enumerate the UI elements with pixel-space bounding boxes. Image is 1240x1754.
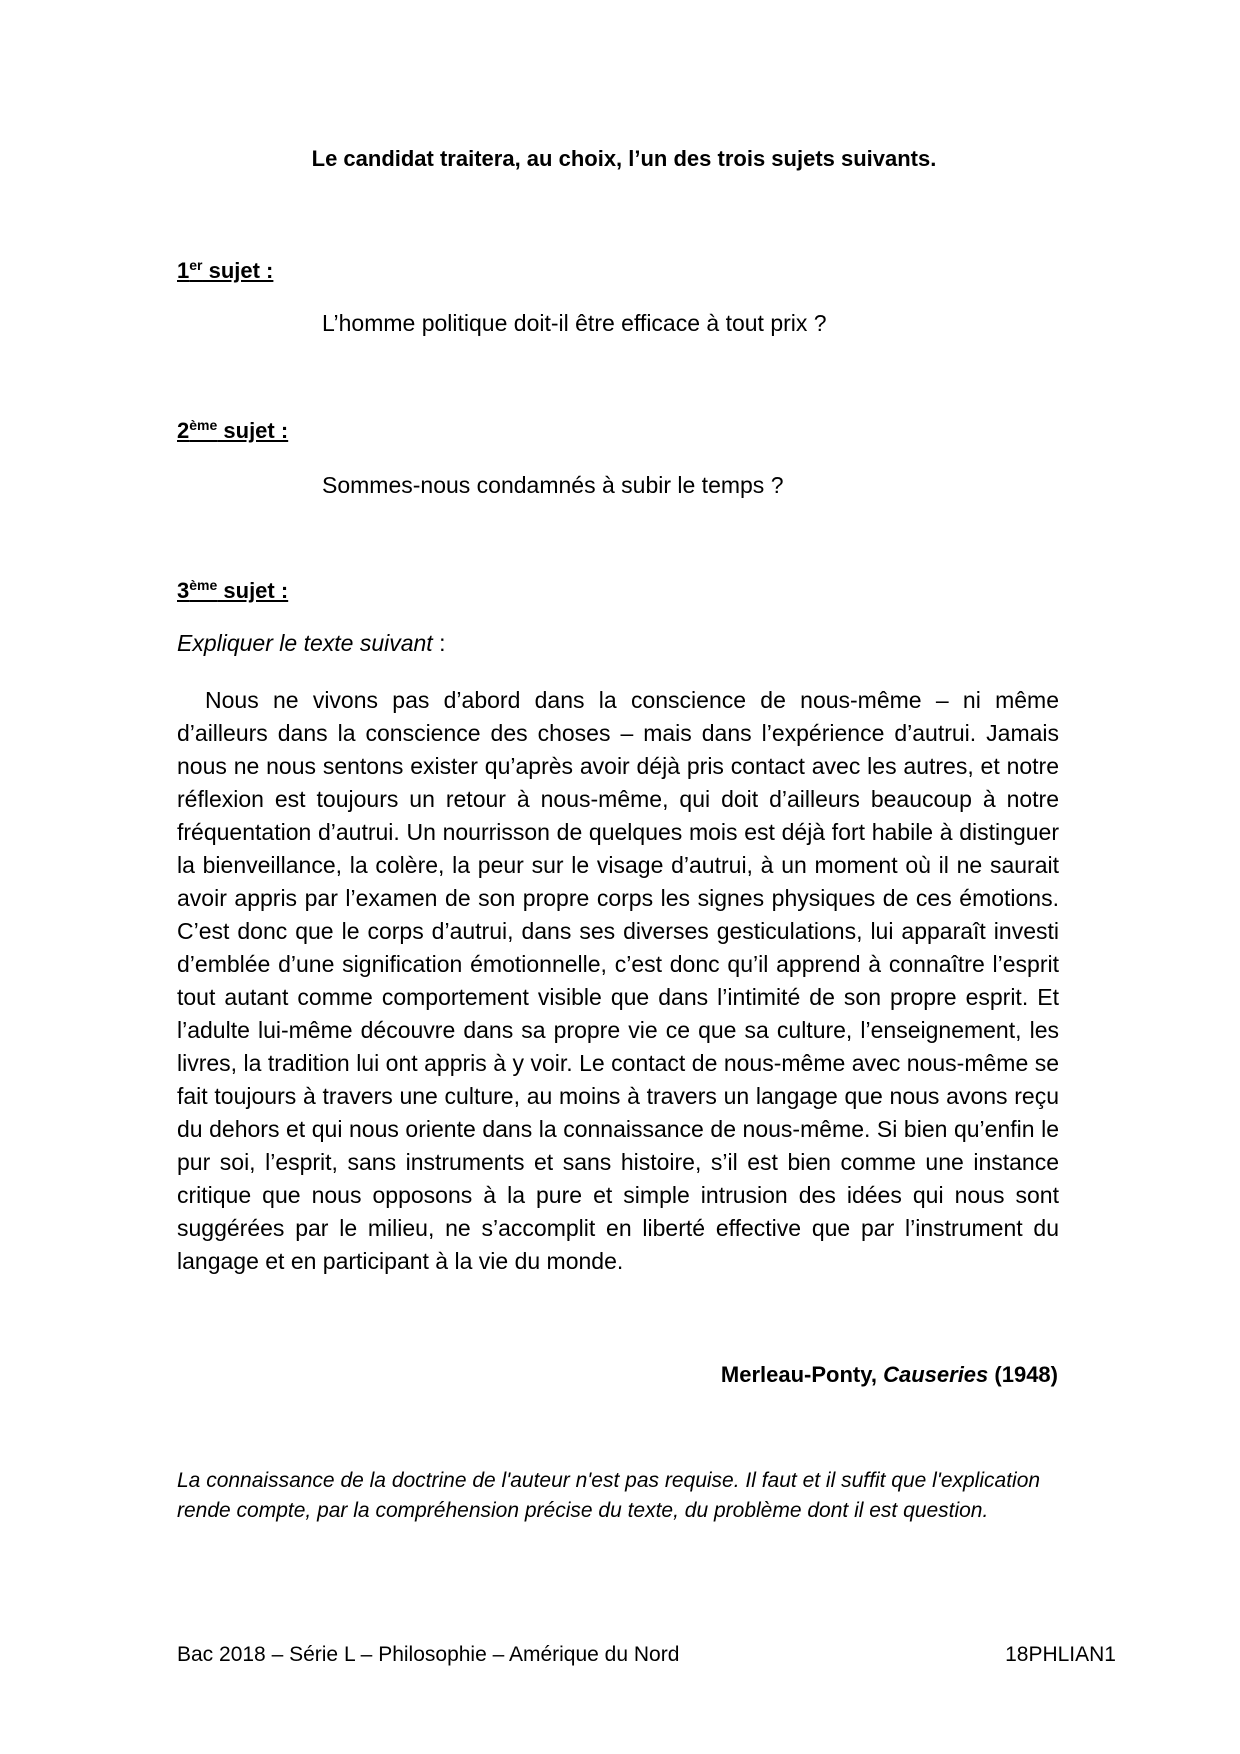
- subject-1-heading: [177, 258, 273, 284]
- subject-1-label: sujet :: [202, 258, 274, 283]
- subject-1-question: L’homme politique doit-il être efficace à tout prix ?: [322, 310, 827, 336]
- subject-3-number: 3: [177, 578, 190, 603]
- footer-exam-info: Bac 2018 – Série L – Philosophie – Amérique du Nord: [177, 1643, 680, 1666]
- subject-2-question: Sommes-nous condamnés à subir le temps ?: [322, 472, 784, 498]
- citation-work: Causeries: [883, 1362, 989, 1387]
- instruction-suffix: :: [432, 630, 446, 656]
- subject-2-heading: [177, 418, 288, 444]
- text-instruction: [177, 630, 445, 657]
- citation-author: Merleau-Ponty,: [720, 1362, 884, 1387]
- subject-2-ordinal: ème: [189, 417, 218, 433]
- subject-1-number: 1: [177, 258, 190, 283]
- subject-3-ordinal: ème: [189, 577, 218, 593]
- citation: [721, 1362, 1058, 1388]
- philosophy-text: Nous ne vivons pas d’abord dans la conscience de nous-même – ni même d’ailleurs dans la conscience des choses – mais dans l’expérience d’autrui. Jamais nous ne nous sentons exister qu’après avoir déjà pris contact avec les autres, et notre réflexion est toujours un retour à nous-même, qui doit d’ailleurs beaucoup à notre fréquentation d’autrui. Un nourrisson de quelques mois est déjà fort habile à distinguer la bienveillance, la colère, la peur sur le visage d’autrui, à un moment où il ne saurait avoir appris par l’examen de son propre corps les signes physiques de ces émotions. C’est donc que le corps d’autrui, dans ses diverses gesticulations, lui apparaît investi d’emblée d’une signification émotionnelle, c’est donc qu’il apprend à connaître l’esprit tout autant comme comportement visible que dans l’intimité de son propre esprit. Et l’adulte lui-même découvre dans sa propre vie ce que sa culture, l’enseignement, les livres, la tradition lui ont appris à y voir. Le contact de nous-même avec nous-même se fait toujours à travers une culture, au moins à travers un langage que nous avons reçu du dehors et qui nous oriente dans la connaissance de nous-même. Si bien qu’enfin le pur soi, l’esprit, sans instruments et sans histoire, s’il est bien comme une instance critique que nous opposons à la pure et simple intrusion des idées qui nous sont suggérées par le milieu, ne s’accomplit en liberté effective que par l’instrument du langage et en participant à la vie du monde.: [177, 687, 1059, 1274]
- footer-exam-code: 18PHLIAN1: [1005, 1643, 1116, 1666]
- evaluation-note: La connaissance de la doctrine de l'auteur n'est pas requise. Il faut et il suffit que l'explication rende compte, par la compréhension précise du texte, du problème dont il est question.: [177, 1469, 1041, 1522]
- subject-3-label: sujet :: [217, 578, 289, 603]
- subject-2-label: sujet :: [217, 418, 289, 443]
- citation-year: (1948): [988, 1362, 1058, 1387]
- intro-instruction: Le candidat traitera, au choix, l’un des trois sujets suivants.: [311, 146, 937, 171]
- subject-1-ordinal: er: [189, 257, 203, 273]
- subject-3-heading: [177, 578, 288, 604]
- instruction-italic: Expliquer le texte suivant: [177, 630, 433, 656]
- subject-2-number: 2: [177, 418, 190, 443]
